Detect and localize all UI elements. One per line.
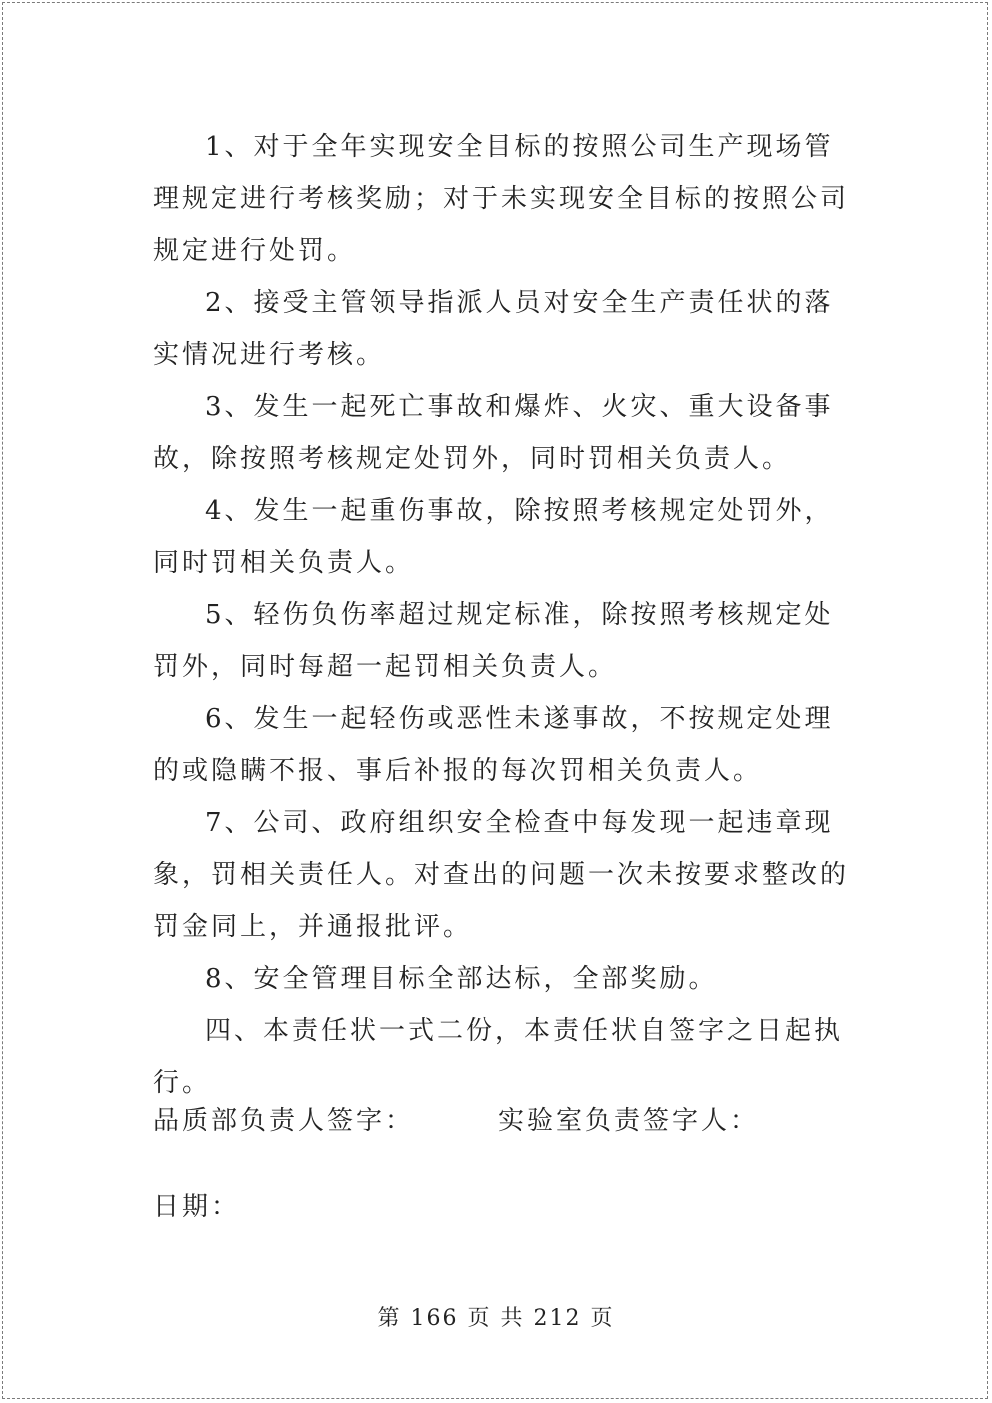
page-footer: 第 166 页 共 212 页 xyxy=(377,1306,615,1331)
signature-quality-dept: 品质部负责人签字： xyxy=(153,1106,415,1136)
signature-row xyxy=(153,1095,853,1147)
clause-5: 5、轻伤负伤率超过规定标准，除按照考核规定处罚外，同时每超一起罚相关负责人。 xyxy=(153,600,834,682)
clause-6: 6、发生一起轻伤或恶性未遂事故，不按规定处理的或隐瞒不报、事后补报的每次罚相关负责人。 xyxy=(153,704,834,786)
clause-7: 7、公司、政府组织安全检查中每发现一起违章现象，罚相关责任人。对查出的问题一次未按要求整改的罚金同上，并通报批评。 xyxy=(153,808,850,942)
document-body xyxy=(153,121,853,1109)
clause-8: 8、安全管理目标全部达标，全部奖励。 xyxy=(205,964,718,994)
signature-lab: 实验室负责签字人： xyxy=(498,1106,760,1136)
section-four: 四、本责任状一式二份，本责任状自签字之日起执行。 xyxy=(153,1016,844,1098)
clause-2: 2、接受主管领导指派人员对安全生产责任状的落实情况进行考核。 xyxy=(153,288,834,370)
clause-1: 1、对于全年实现安全目标的按照公司生产现场管理规定进行考核奖励；对于未实现安全目标的按照公司规定进行处罚。 xyxy=(153,132,850,266)
clause-3: 3、发生一起死亡事故和爆炸、火灾、重大设备事故，除按照考核规定处罚外，同时罚相关负责人。 xyxy=(153,392,834,474)
clause-4: 4、发生一起重伤事故，除按照考核规定处罚外，同时罚相关负责人。 xyxy=(153,496,834,578)
date-label: 日期： xyxy=(153,1192,241,1222)
